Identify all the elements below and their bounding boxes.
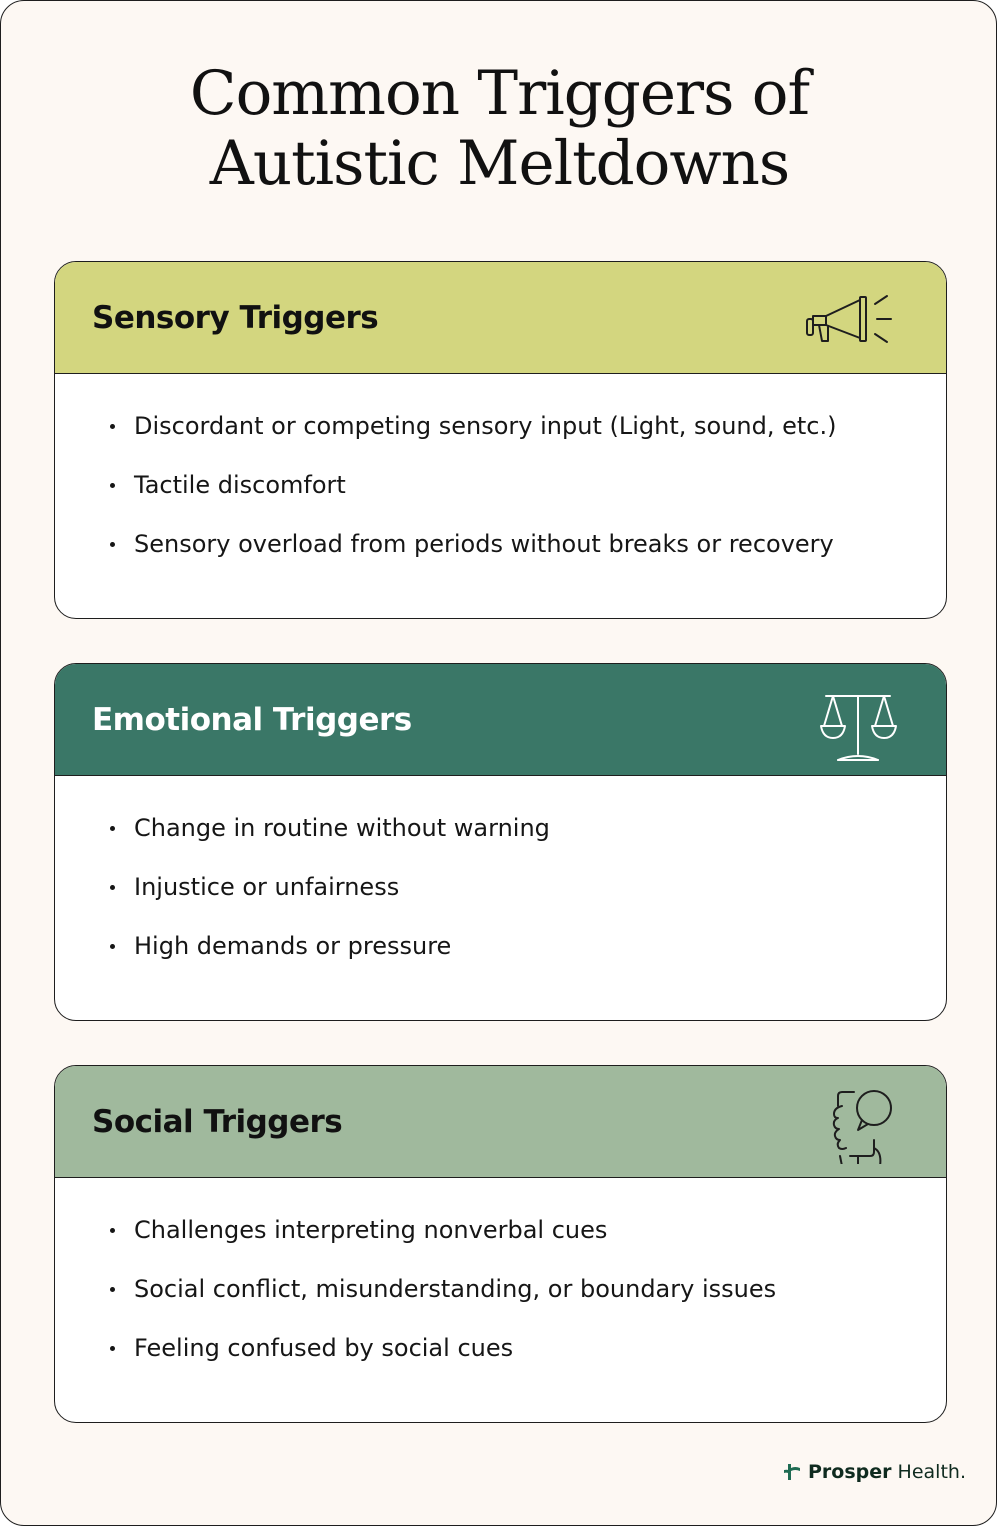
emotional-card-title: Emotional Triggers <box>92 702 412 738</box>
list-item-text: Injustice or unfairness <box>134 873 400 901</box>
list-item-text: Feeling confused by social cues <box>134 1334 514 1362</box>
brand-name-bold: Prosper <box>808 1461 892 1483</box>
list-item <box>107 406 836 465</box>
page-title <box>1 59 998 199</box>
emotional-triggers-card <box>54 663 947 1021</box>
list-item-text: Tactile discomfort <box>134 471 346 499</box>
list-item-text: Discordant or competing sensory input (Light, sound, etc.) <box>134 412 837 440</box>
emotional-trigger-list <box>107 808 550 985</box>
list-item <box>107 808 550 867</box>
list-item <box>107 926 550 985</box>
sensory-trigger-list <box>107 406 836 583</box>
social-card-header <box>55 1066 946 1178</box>
list-item-text: Social conflict, misunderstanding, or boundary issues <box>134 1275 777 1303</box>
list-item-text: Sensory overload from periods without breaks or recovery <box>134 530 834 558</box>
bullet-icon <box>110 424 115 429</box>
emotional-card-header <box>55 664 946 776</box>
bullet-icon <box>110 1228 115 1233</box>
list-item-text: High demands or pressure <box>134 932 452 960</box>
list-item <box>107 1328 776 1387</box>
list-item <box>107 465 836 524</box>
megaphone-icon <box>802 284 902 360</box>
bullet-icon <box>110 542 115 547</box>
social-trigger-list <box>107 1210 776 1387</box>
sensory-card-title: Sensory Triggers <box>92 300 379 336</box>
list-item <box>107 867 550 926</box>
brand-name <box>808 1461 966 1483</box>
sensory-card-header <box>55 262 946 374</box>
prosper-health-logo-icon <box>782 1462 802 1482</box>
brand-logo <box>782 1461 966 1483</box>
list-item-text: Change in routine without warning <box>134 814 550 842</box>
bullet-icon <box>110 885 115 890</box>
brand-name-rest: Health. <box>891 1461 966 1483</box>
bullet-icon <box>110 483 115 488</box>
phone-chat-icon <box>802 1088 902 1164</box>
sensory-triggers-card <box>54 261 947 619</box>
list-item <box>107 524 836 583</box>
title-line-2: Autistic Meltdowns <box>209 128 790 199</box>
social-triggers-card <box>54 1065 947 1423</box>
title-line-1: Common Triggers of <box>189 58 810 129</box>
bullet-icon <box>110 1287 115 1292</box>
bullet-icon <box>110 944 115 949</box>
social-card-title: Social Triggers <box>92 1104 343 1140</box>
bullet-icon <box>110 1346 115 1351</box>
scales-icon <box>802 686 902 762</box>
list-item <box>107 1269 776 1328</box>
list-item-text: Challenges interpreting nonverbal cues <box>134 1216 608 1244</box>
bullet-icon <box>110 826 115 831</box>
list-item <box>107 1210 776 1269</box>
